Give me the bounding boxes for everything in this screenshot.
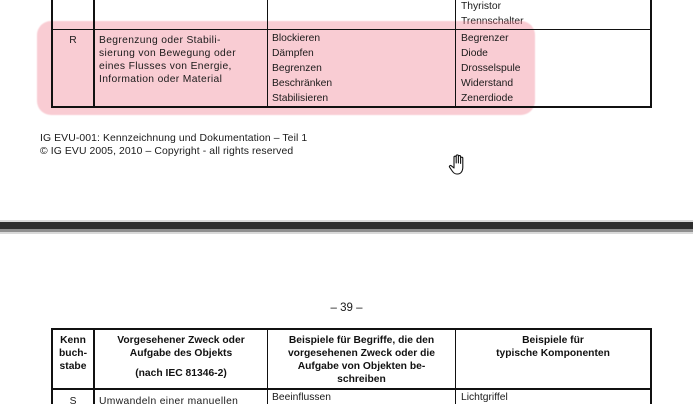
row-s-component: Lichtgriffel: [461, 392, 508, 403]
row-r-component: Begrenzer: [461, 33, 509, 44]
header-kennbuchstabe: stabe: [59, 361, 87, 372]
table-right-border: [650, 328, 652, 404]
header-components: Beispiele für: [522, 335, 584, 346]
row-s-purpose: Umwandeln einer manuellen: [99, 396, 239, 407]
header-components: typische Komponenten: [496, 348, 610, 359]
table-left-border: [51, 0, 53, 108]
header-terms: vorgesehenen Zweck oder die: [287, 348, 436, 359]
table-top-border: [51, 328, 652, 330]
table-header-divider: [51, 388, 652, 390]
row-r-term: Begrenzen: [272, 63, 322, 74]
table-column-divider: [93, 0, 95, 108]
row-r-letter: R: [69, 35, 77, 46]
hand-cursor-icon: [448, 153, 470, 177]
header-kennbuchstabe: Kenn: [60, 335, 86, 346]
table-column-divider: [455, 0, 456, 108]
footer-copyright: © IG EVU 2005, 2010 – Copyright - all rights reserved: [40, 146, 294, 157]
page-number: – 39 –: [330, 302, 363, 314]
header-purpose: Aufgabe des Objekts: [129, 348, 233, 359]
table-right-border: [650, 0, 652, 108]
row-s-letter: S: [69, 396, 77, 407]
row-s-term: Beeinflussen: [272, 392, 331, 403]
row-r-term: Beschränken: [272, 78, 333, 89]
footer-document-title: IG EVU-001: Kennzeichnung und Dokumentation – Teil 1: [40, 133, 308, 144]
row-r-purpose-line: Begrenzung oder Stabili-: [99, 35, 221, 46]
row-r-term: Stabilisieren: [272, 93, 329, 104]
row-r-component: Widerstand: [461, 78, 514, 89]
header-terms: Beispiele für Begriffe, die den: [288, 335, 435, 346]
row-r-component: Diode: [461, 48, 488, 59]
component-thyristor: Thyristor: [461, 1, 502, 12]
row-r-component: Zenerdiode: [461, 93, 514, 104]
row-r-purpose-line: sierung von Bewegung oder: [99, 48, 236, 59]
table-row-divider: [51, 29, 651, 30]
header-kennbuchstabe: buch-: [58, 348, 88, 359]
header-purpose-standard: (nach IEC 81346-2): [135, 368, 227, 379]
page-separator: [0, 220, 693, 234]
table-bottom-border: [51, 106, 652, 108]
row-r-term: Dämpfen: [272, 48, 314, 59]
row-r-purpose-line: Information oder Material: [99, 74, 223, 85]
header-purpose: Vorgesehener Zweck oder: [117, 335, 245, 346]
row-r-purpose-line: eines Flusses von Energie,: [99, 61, 232, 72]
header-terms: schreiben: [337, 374, 386, 385]
header-terms: Aufgabe von Objekten be-: [297, 361, 426, 372]
row-r-component: Drosselspule: [461, 63, 521, 74]
table-column-divider: [267, 0, 268, 108]
row-r-term: Blockieren: [272, 33, 321, 44]
component-trennschalter: Trennschalter: [461, 16, 524, 27]
